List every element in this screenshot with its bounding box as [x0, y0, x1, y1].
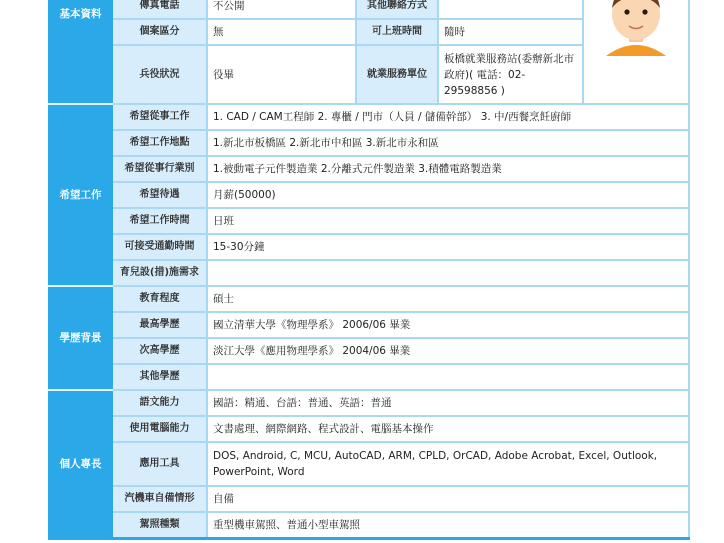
field-label: 應用工具 — [112, 442, 207, 486]
field-label: 最高學歷 — [112, 312, 207, 338]
field-value: 月薪(50000) — [207, 182, 689, 208]
field-value: 國語：精通、台語：普通、英語：普通 — [207, 390, 689, 416]
field-value: 淡江大學《應用物理學系》 2004/06 畢業 — [207, 338, 689, 364]
field-value: 日班 — [207, 208, 689, 234]
field-label: 其他聯絡方式 — [356, 0, 438, 19]
field-label: 語文能力 — [112, 390, 207, 416]
field-label: 兵役狀況 — [112, 45, 207, 104]
field-value: 1. CAD / CAM工程師 2. 專櫃 / 門市（人員 / 儲備幹部） 3. 中/西餐烹飪廚師 — [207, 104, 689, 130]
field-value: 板橋就業服務站(委辦新北市政府)( 電話：02-29598856 ) — [438, 45, 583, 104]
field-value: 自備 — [207, 486, 689, 512]
field-value: 重型機車駕照、普通小型車駕照 — [207, 512, 689, 538]
field-value — [207, 260, 689, 286]
field-label: 希望從事工作 — [112, 104, 207, 130]
field-label: 希望從事行業別 — [112, 156, 207, 182]
section-desired-job: 希望工作 — [49, 104, 112, 286]
field-value: 1.新北市板橋區 2.新北市中和區 3.新北市永和區 — [207, 130, 689, 156]
field-label: 傳真電話 — [112, 0, 207, 19]
field-label: 次高學歷 — [112, 338, 207, 364]
section-education: 學歷背景 — [49, 286, 112, 390]
avatar-icon — [591, 0, 681, 56]
field-label: 使用電腦能力 — [112, 416, 207, 442]
table-row — [49, 0, 689, 19]
field-value — [207, 364, 689, 390]
field-label: 個案區分 — [112, 19, 207, 45]
field-value — [438, 0, 583, 19]
field-value: 國立清華大學《物理學系》 2006/06 畢業 — [207, 312, 689, 338]
section-basic-info: 基本資料 — [49, 0, 112, 104]
field-value: 無 — [207, 19, 356, 45]
field-value: 文書處理、網際網路、程式設計、電腦基本操作 — [207, 416, 689, 442]
field-label: 希望待遇 — [112, 182, 207, 208]
field-label: 就業服務單位 — [356, 45, 438, 104]
field-label: 其他學歷 — [112, 364, 207, 390]
field-label: 希望工作時間 — [112, 208, 207, 234]
field-value: 1.被動電子元件製造業 2.分離式元件製造業 3.積體電路製造業 — [207, 156, 689, 182]
field-value: 隨時 — [438, 19, 583, 45]
section-skills: 個人專長 — [49, 390, 112, 538]
field-label: 汽機車自備情形 — [112, 486, 207, 512]
field-label: 可接受通勤時間 — [112, 234, 207, 260]
field-label: 教育程度 — [112, 286, 207, 312]
field-label: 希望工作地點 — [112, 130, 207, 156]
resume-table — [48, 0, 690, 540]
field-label: 可上班時間 — [356, 19, 438, 45]
field-value: 不公開 — [207, 0, 356, 19]
field-value: 碩士 — [207, 286, 689, 312]
field-value: 15-30分鐘 — [207, 234, 689, 260]
field-value: 役畢 — [207, 45, 356, 104]
field-label: 駕照種類 — [112, 512, 207, 538]
avatar — [583, 0, 689, 104]
field-value: DOS, Android, C, MCU, AutoCAD, ARM, CPLD, OrCAD, Adobe Acrobat, Excel, Outlook, PowerPoint, Word — [207, 442, 689, 486]
field-label: 育兒設(措)施需求 — [112, 260, 207, 286]
